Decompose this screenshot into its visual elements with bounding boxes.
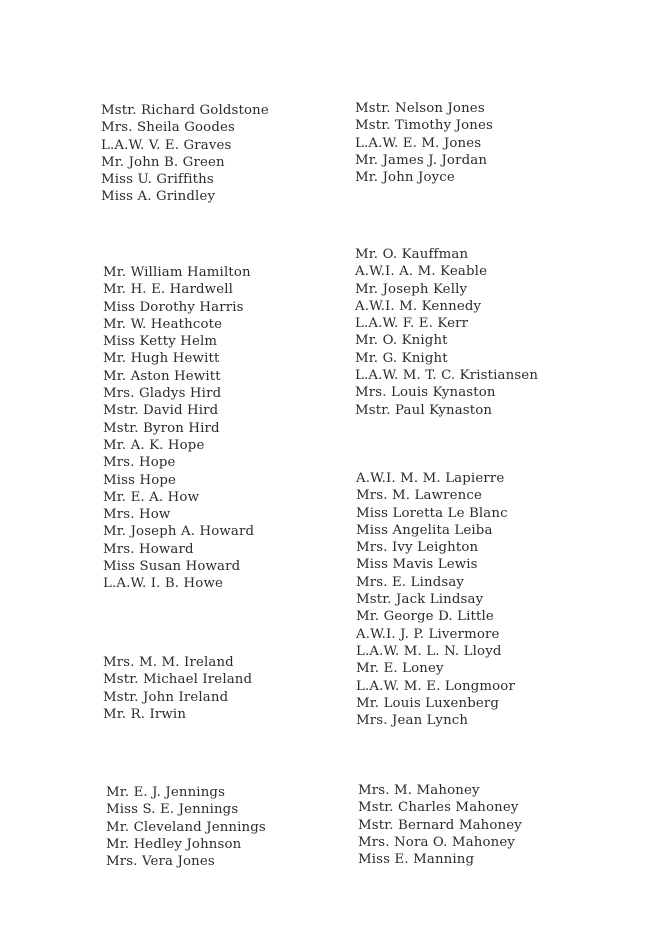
name-group-m: [358, 782, 522, 868]
name-entry: Mrs. M. Lawrence: [356, 488, 482, 504]
name-entry: Mr. Hedley Johnson: [106, 836, 242, 852]
name-entry: Mr. Louis Luxenberg: [356, 695, 500, 711]
name-entry: Mr. William Hamilton: [103, 265, 251, 280]
name-entry: Mrs. Hope: [103, 455, 176, 471]
name-entry: Mr. H. E. Hardwell: [103, 282, 234, 298]
name-entry: Mrs. Ivy Leighton: [356, 540, 479, 556]
name-entry: Mstr. Jack Lindsay: [356, 592, 484, 608]
name-entry: Miss Dorothy Harris: [103, 299, 244, 315]
name-group-j-right: [355, 100, 493, 186]
name-entry: L.A.W. V. E. Graves: [101, 137, 232, 153]
name-entry: Mr. E. J. Jennings: [106, 785, 226, 800]
name-entry: Mr. Joseph Kelly: [355, 281, 468, 297]
name-entry: Mrs. M. M. Ireland: [103, 655, 234, 670]
name-entry: Mstr. John Ireland: [103, 689, 229, 705]
name-entry: L.A.W. E. M. Jones: [355, 135, 482, 151]
name-entry: Mr. John Joyce: [355, 170, 455, 186]
name-entry: Mr. Aston Hewitt: [103, 368, 221, 384]
name-entry: Mr. O. Knight: [355, 333, 448, 349]
name-entry: Miss U. Griffiths: [101, 172, 214, 188]
name-group-j-left: [106, 784, 266, 870]
name-entry: Mstr. Charles Mahoney: [358, 800, 519, 816]
name-entry: Mr. O. Kauffman: [355, 247, 469, 262]
name-entry: Mr. E. Loney: [356, 661, 444, 677]
name-entry: Mrs. Sheila Goodes: [101, 120, 235, 136]
name-entry: Mr. E. A. How: [103, 489, 200, 505]
name-entry: Mrs. Louis Kynaston: [355, 385, 496, 401]
name-entry: Mrs. Howard: [103, 541, 194, 557]
name-entry: Mstr. Bernard Mahoney: [358, 817, 522, 833]
name-entry: Mr. R. Irwin: [103, 706, 187, 722]
name-entry: Mr. G. Knight: [355, 350, 448, 366]
name-entry: Miss S. E. Jennings: [106, 802, 239, 818]
name-entry: Mrs. Nora O. Mahoney: [358, 834, 516, 850]
name-entry: A.W.I. M. M. Lapierre: [356, 471, 505, 486]
name-entry: Mstr. Nelson Jones: [355, 101, 485, 116]
name-entry: Mr. John B. Green: [101, 154, 225, 170]
name-group-g: [101, 102, 269, 206]
name-entry: L.A.W. M. T. C. Kristiansen: [355, 368, 539, 384]
name-entry: A.W.I. J. P. Livermore: [356, 626, 500, 642]
name-group-i: [103, 654, 252, 723]
name-group-k: [355, 246, 538, 419]
name-entry: Mrs. Vera Jones: [106, 854, 215, 870]
name-entry: Mstr. Timothy Jones: [355, 118, 493, 134]
name-group-h: [103, 264, 254, 593]
name-entry: Mr. W. Heathcote: [103, 316, 223, 332]
name-entry: Miss Hope: [103, 472, 177, 488]
name-entry: L.A.W. M. L. N. Lloyd: [356, 643, 502, 659]
name-entry: A.W.I. A. M. Keable: [355, 264, 488, 280]
name-entry: Mr. Hugh Hewitt: [103, 351, 220, 367]
name-entry: L.A.W. F. E. Kerr: [355, 316, 469, 332]
name-entry: Mrs. How: [103, 507, 171, 523]
name-entry: Miss A. Grindley: [101, 189, 216, 205]
name-entry: Mr. Cleveland Jennings: [106, 819, 266, 835]
name-entry: Miss Mavis Lewis: [356, 557, 478, 573]
name-entry: Mrs. E. Lindsay: [356, 574, 465, 590]
name-entry: Mrs. M. Mahoney: [358, 783, 480, 798]
name-entry: Mstr. Michael Ireland: [103, 672, 253, 688]
name-entry: Mrs. Jean Lynch: [356, 713, 469, 729]
name-entry: Mstr. Richard Goldstone: [101, 103, 269, 118]
name-entry: Mstr. Byron Hird: [103, 420, 220, 436]
name-entry: Mstr. David Hird: [103, 403, 219, 419]
name-entry: Mstr. Paul Kynaston: [355, 402, 493, 418]
name-entry: Miss E. Manning: [358, 852, 475, 868]
name-entry: Mrs. Gladys Hird: [103, 386, 222, 402]
name-group-l: [356, 470, 515, 729]
name-entry: L.A.W. I. B. Howe: [103, 576, 224, 592]
name-entry: A.W.I. M. Kennedy: [355, 298, 482, 314]
name-entry: L.A.W. M. E. Longmoor: [356, 678, 515, 694]
name-entry: Miss Loretta Le Blanc: [356, 505, 508, 521]
name-entry: Mr. James J. Jordan: [355, 152, 488, 168]
name-entry: Miss Susan Howard: [103, 559, 241, 575]
name-entry: Mr. A. K. Hope: [103, 437, 205, 453]
name-entry: Mr. George D. Little: [356, 609, 494, 625]
name-entry: Miss Angelita Leiba: [356, 522, 493, 538]
name-entry: Miss Ketty Helm: [103, 334, 218, 350]
name-entry: Mr. Joseph A. Howard: [103, 524, 255, 540]
